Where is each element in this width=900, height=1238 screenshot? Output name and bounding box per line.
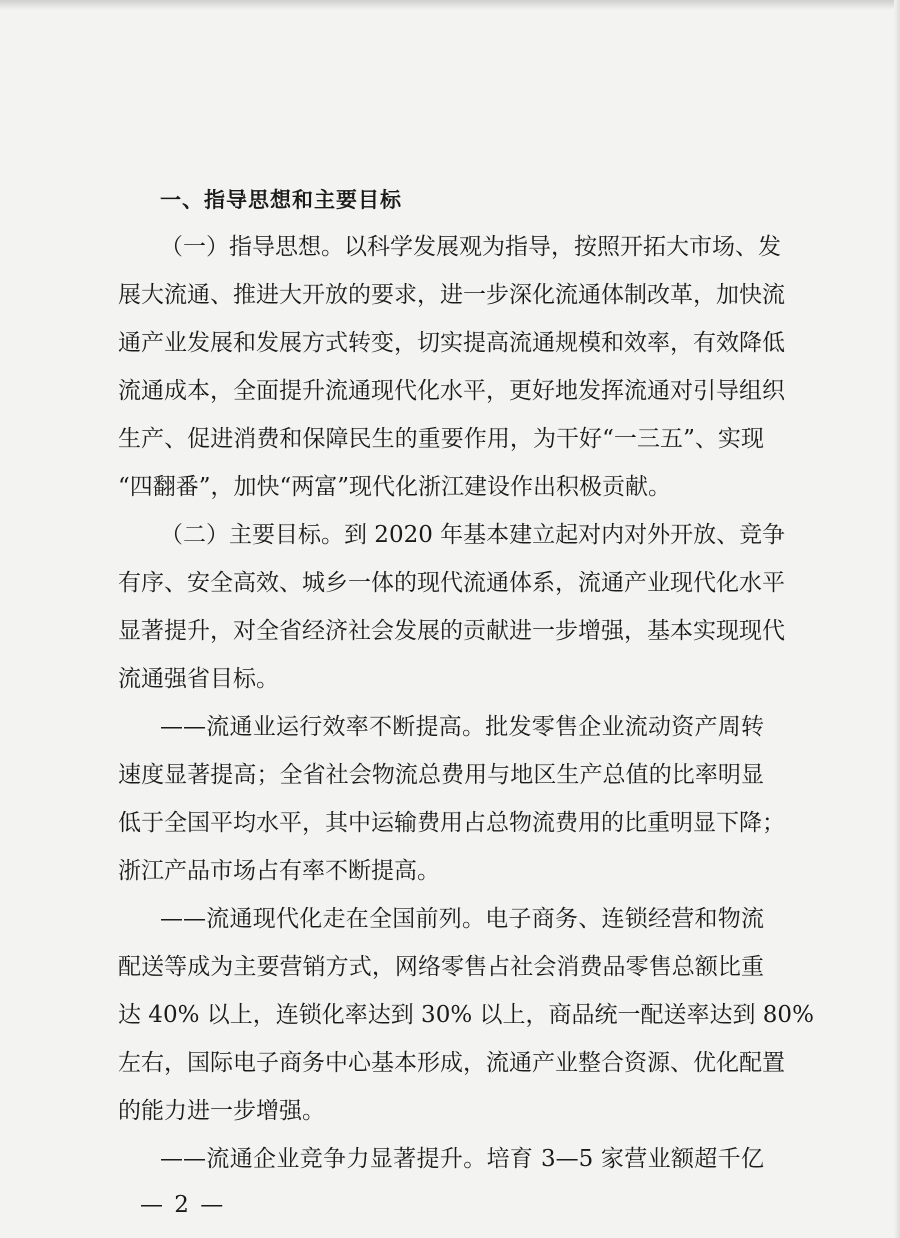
paragraph-line: 低于全国平均水平，其中运输费用占总物流费用的比重明显下降； [118, 810, 785, 836]
paragraph-line: （二）主要目标。到 2020 年基本建立起对内对外开放、竞争 [160, 522, 786, 548]
paragraph-line: ——流通业运行效率不断提高。批发零售企业流动资产周转 [160, 714, 764, 740]
paragraph-line: 速度显著提高；全省社会物流总费用与地区生产总值的比率明显 [118, 762, 764, 788]
paragraph-line: 流通成本，全面提升流通现代化水平，更好地发挥流通对引导组织 [118, 378, 785, 404]
paragraph-line: 通产业发展和发展方式转变，切实提高流通规模和效率，有效降低 [118, 330, 785, 356]
paragraph-line: 展大流通、推进大开放的要求，进一步深化流通体制改革，加快流 [118, 282, 785, 308]
paragraph-line: 左右，国际电子商务中心基本形成，流通产业整合资源、优化配置 [118, 1050, 785, 1076]
scan-edge-right [894, 0, 900, 1238]
paragraph-line: 配送等成为主要营销方式，网络零售占社会消费品零售总额比重 [118, 954, 764, 980]
paragraph-line: （一）指导思想。以科学发展观为指导，按照开拓大市场、发 [160, 234, 781, 260]
paragraph-line: 显著提升，对全省经济社会发展的贡献进一步增强，基本实现现代 [118, 618, 785, 644]
scan-edge-top [0, 0, 900, 10]
paragraph-line: 有序、安全高效、城乡一体的现代流通体系，流通产业现代化水平 [118, 570, 785, 596]
paragraph-line: “四翻番”，加快“两富”现代化浙江建设作出积极贡献。 [118, 474, 672, 500]
paragraph-line: 流通强省目标。 [118, 666, 279, 692]
paragraph-line: 的能力进一步增强。 [118, 1098, 325, 1124]
paragraph-line: 生产、促进消费和保障民生的重要作用，为干好“一三五”、实现 [118, 426, 764, 452]
paragraph-line: 达 40% 以上，连锁化率达到 30% 以上，商品统一配送率达到 80% [118, 1002, 814, 1028]
paragraph-line: ——流通企业竞争力显著提升。培育 3—5 家营业额超千亿 [160, 1146, 764, 1172]
paragraph-line: ——流通现代化走在全国前列。电子商务、连锁经营和物流 [160, 906, 764, 932]
page-number: — 2 — [140, 1192, 226, 1218]
paragraph-line: 浙江产品市场占有率不断提高。 [118, 858, 440, 884]
section-heading: 一、指导思想和主要目标 [160, 188, 402, 212]
